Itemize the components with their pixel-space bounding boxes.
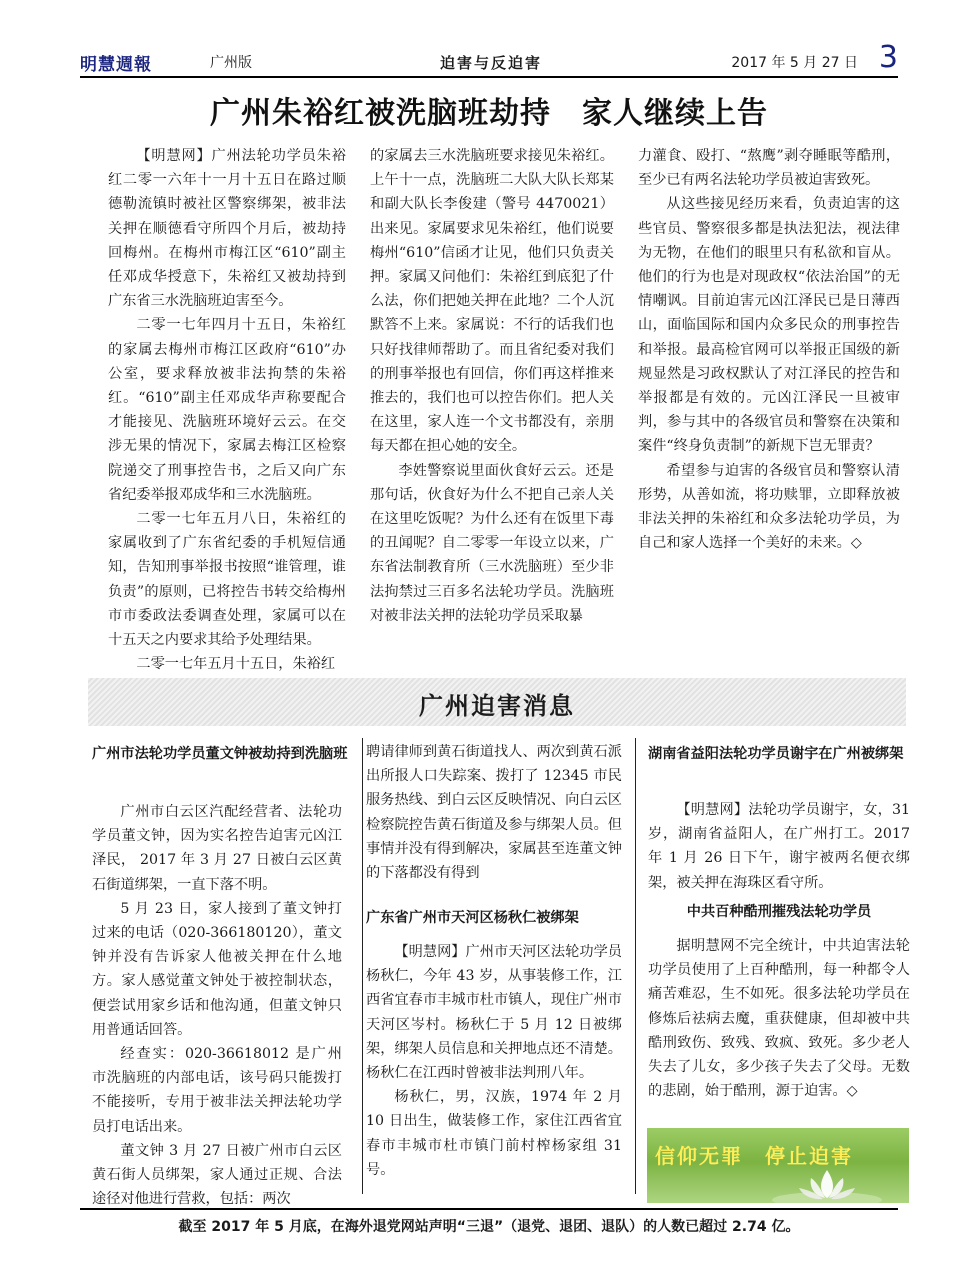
- section-label: 迫害与反迫害: [440, 54, 543, 72]
- news-body-continued: [366, 740, 622, 885]
- paragraph: 广州市白云区汽配经营者、法轮功学员董文钟，因为实名控告迫害元凶江泽民， 2017 年 3 月 27 日被白云区黄石街道绑架，一直下落不明。: [92, 804, 342, 893]
- column-divider: [635, 738, 636, 1194]
- news-title: 中共百种酷刑摧残法轮功学员: [686, 904, 872, 920]
- news-title: 广东省广州市天河区杨秋仁被绑架: [366, 910, 579, 926]
- column-divider: [362, 738, 363, 1194]
- article-title: 广州朱裕红被洗脑班劫持 家人继续上告: [210, 96, 768, 131]
- news-title: 湖南省益阳法轮功学员谢宇在广州被绑架: [648, 746, 904, 762]
- paragraph: 杨秋仁，男，汉族，1974 年 2 月 10 日出生，做装修工作，家住江西省宜春市丰城市杜市镇门前村榨杨家组 31 号。: [366, 1089, 622, 1178]
- news-body: [648, 798, 910, 895]
- banner-title: 广州迫害消息: [419, 692, 575, 720]
- paragraph: 从这些接见经历来看，负责迫害的这些官员、警察很多都是执法犯法，视法律为无物，在他们的眼里只有私欲和盲从。他们的行为也是对现政权“依法治国”的无情嘲讽。目前迫害元凶江泽民已是日薄西山，面临国际和国内众多民众的刑事控告和举报。最高检官网可以举报正国级的新规显然是习政权默认了对江泽民的控告和举报都是有效的。元凶江泽民一旦被审判，参与其中的各级官员和警察在决策和案件“终身负责制”的新规下岂无罪责？: [638, 196, 900, 455]
- paragraph: 聘请律师到黄石街道找人、两次到黄石派出所报人口失踪案、拨打了 12345 市民服务热线、到白云区反映情况、向白云区检察院控告黄石街道及参与绑架人员。但事情并没有得到解决，家属甚至连董文钟的下落都没有得到: [366, 744, 622, 882]
- section-banner: [88, 678, 906, 726]
- paragraph: 【明慧网】广州法轮功学员朱裕红二零一六年十一月十五日在路过顺德勒流镇时被社区警察绑架，被非法关押在顺德看守所四个月后，被劫持回梅州。在梅州市梅江区“610”副主任邓成华授意下，朱裕红又被劫持到广东省三水洗脑班迫害至今。: [108, 148, 346, 310]
- paragraph: 的家属去三水洗脑班要求接见朱裕红。上午十一点，洗脑班二大队大队长郑某和副大队长李俊建（警号 4470021）出来见。家属要求见朱裕红，他们说要梅州“610”信函才让见，他们只负责关押。家属又问他们：朱裕红到底犯了什么法，你们把她关押在此地？二个人沉默答不上来。家属说：不行的话我们也只好找律师帮助了。而且省纪委对我们的刑事举报也有回信，你们再这样推来推去的，我们也可以控告你们。把人关在这里，家人连一个文书都没有，亲朋每天都在担心她的安全。: [370, 148, 614, 455]
- paragraph: 【明慧网】法轮功学员谢宇，女，31 岁，湖南省益阳人，在广州打工。2017 年 1 月 26 日下午，谢宇被两名便衣绑架，被关押在海珠区看守所。: [648, 802, 910, 891]
- paragraph: 据明慧网不完全统计，中共迫害法轮功学员使用了上百种酷刑，每一种都令人痛苦难忍，生不如死。很多法轮功学员在修炼后祛病去魔，重获健康，但却被中共酷刑致伤、致残、致疯、致死。多少老人失去了儿女，多少孩子失去了父母。无数的悲剧，始于酷刑，源于迫害。◇: [648, 938, 910, 1100]
- article-column-2: [370, 144, 614, 628]
- paragraph: 【明慧网】广州市天河区法轮功学员杨秋仁，今年 43 岁，从事装修工作，江西省宜春市丰城市杜市镇人，现住广州市天河区岑村。杨秋仁于 5 月 12 日被绑架，绑架人员信息和关押地点还不清楚。杨秋仁在江西时曾被非法判刑八年。: [366, 944, 622, 1082]
- paragraph: 经查实：020-36618012 是广州市洗脑班的内部电话，该号码只能拨打不能接听，专用于被非法关押法轮功学员打电话出来。: [92, 1046, 342, 1135]
- news-body: [648, 934, 910, 1103]
- lotus-icon: [767, 1164, 887, 1203]
- paragraph: 李姓警察说里面伙食好云云。还是那句话，伙食好为什么不把自己亲人关在这里吃饭呢？为什么还有在饭里下毒的丑闻呢？自二零零一年设立以来，广东省法制教育所（三水洗脑班）至少非法拘禁过三百多名法轮功学员。洗脑班对被非法关押的法轮功学员采取暴: [370, 462, 614, 624]
- promo-text: 信仰无罪 停止迫害: [655, 1144, 853, 1168]
- page-number: 3: [878, 40, 898, 75]
- news-body: [366, 940, 622, 1182]
- page-header: [80, 40, 898, 78]
- paragraph: 5 月 23 日，家人接到了董文钟打过来的电话（020-366180120），董文钟并没有告诉家人他被关押在什么地方。家人感觉董文钟处于被控制状态，便尝试用家乡话和他沟通，但董文钟只用普通话回答。: [92, 900, 342, 1038]
- edition-label: 广州版: [210, 55, 252, 71]
- issue-date: 2017 年 5 月 27 日: [731, 55, 858, 71]
- article-column-3: [638, 144, 900, 555]
- header-rule: [80, 76, 898, 78]
- paragraph: 力灌食、殴打、“熬鹰”剥夺睡眠等酷刑，至少已有两名法轮功学员被迫害致死。: [638, 148, 900, 189]
- news-title: 广州市法轮功学员董文钟被劫持到洗脑班: [92, 746, 348, 762]
- masthead: 明慧週報: [80, 55, 152, 75]
- paragraph: 二零一七年四月十五日，朱裕红的家属去梅州市梅江区政府“610”办公室，要求释放被非法拘禁的朱裕红。“610”副主任邓成华声称要配合才能接见、洗脑班环境好云云。在交涉无果的情况下，家属去梅江区检察院递交了刑事控告书，之后又向广东省纪委举报邓成华和三水洗脑班。: [108, 317, 346, 503]
- footer-rule: [80, 1208, 898, 1210]
- paragraph: 二零一七年五月八日，朱裕红的家属收到了广东省纪委的手机短信通知，告知刑事举报书按照“谁管理，谁负责”的原则，已将控告书转交给梅州市市委政法委调查处理，家属可以在十五天之内要求其给予处理结果。: [108, 511, 346, 649]
- paragraph: 二零一七年五月十五日，朱裕红: [136, 656, 336, 673]
- footer-note: 截至 2017 年 5 月底，在海外退党网站声明“三退”（退党、退团、退队）的人数已超过 2.74 亿。: [178, 1219, 800, 1235]
- promo-image: [647, 1128, 909, 1203]
- article-column-1: [108, 144, 346, 676]
- paragraph: 希望参与迫害的各级官员和警察认清形势，从善如流，将功赎罪，立即释放被非法关押的朱裕红和众多法轮功学员，为自己和家人选择一个美好的未来。◇: [638, 462, 900, 552]
- news-body: [92, 800, 342, 1211]
- paragraph: 董文钟 3 月 27 日被广州市白云区黄石街人员绑架，家人通过正规、合法途径对他进行营救，包括：两次: [92, 1142, 342, 1208]
